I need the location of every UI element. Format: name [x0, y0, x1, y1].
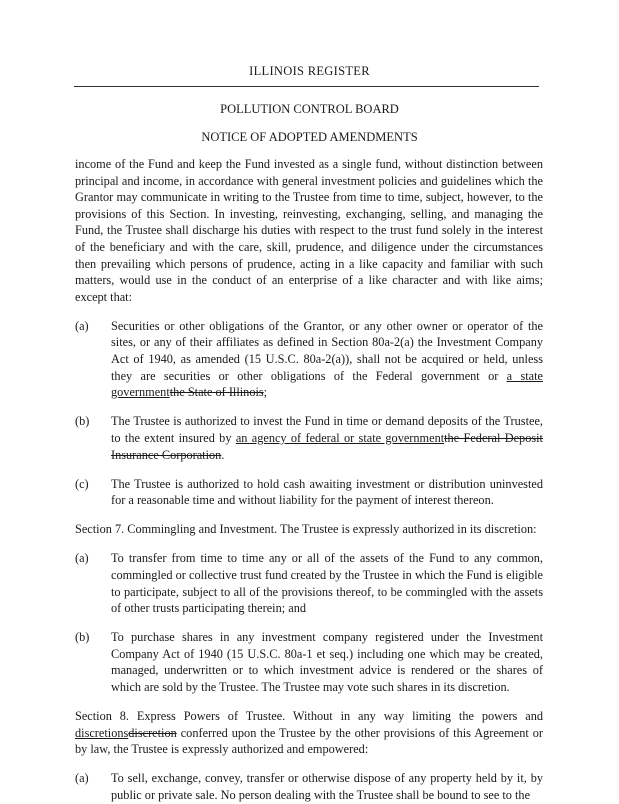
intro-paragraph: income of the Fund and keep the Fund invested as a single fund, without distinction between principal and income, in accordance with general investment policies and guidelines which the Grantor may communicate in writing to the Trustee from time to time, subject, however, to the provisions of this Section. In investing, reinvesting, exchanging, selling, and managing the Fund, the Trustee shall discharge his duties with respect to the trust fund solely in the interest of the beneficiary and with the care, skill, prudence, and diligence under the circumstances then prevailing which persons of prudence, acting in a like capacity and familiar with such matters, would use in the conduct of an enterprise of a like character and with like aims; except that:: [75, 157, 543, 304]
item-body: The Trustee is authorized to invest the Fund in time or demand deposits of the Trustee, to the extent insured by: [111, 414, 543, 445]
item-7a: [75, 550, 543, 616]
item-label: (c): [75, 476, 89, 491]
agency-title: POLLUTION CONTROL BOARD: [220, 102, 399, 116]
item-label: (a): [75, 551, 89, 566]
inserted-text: an agency of federal or state government: [235, 430, 445, 445]
item-label: (b): [75, 630, 90, 645]
item-label: (b): [75, 414, 90, 429]
item-text: To sell, exchange, convey, transfer or otherwise dispose of any property held by it, by public or private sale. No person dealing with the Trustee shall be bound to see to the: [111, 771, 543, 802]
item-8a: [75, 770, 543, 803]
section-8-rest: conferred upon the Trustee by the other provisions of this Agreement or by law, the Trustee is expressly authorized and empowered:: [75, 725, 543, 757]
item-7b: [75, 629, 543, 695]
deleted-text: the Federal Deposit Insurance Corporation: [111, 430, 543, 462]
section-8-paragraph: [75, 708, 543, 758]
deleted-text: discretion: [128, 725, 177, 740]
header-rule: [74, 86, 539, 87]
document-body: [75, 156, 543, 804]
item-6b: [75, 413, 543, 463]
item-6c: [75, 476, 543, 509]
deleted-text: the State of Illinois: [169, 385, 264, 400]
inserted-text: a state government: [111, 368, 543, 400]
item-text: To transfer from time to time any or all of the assets of the Fund to any common, commingled or collective trust fund created by the Trustee in which the Fund is eligible to participate, subject to all of the provisions thereof, to be commingled with the assets of other trusts participating therein; and: [111, 551, 543, 616]
register-title: ILLINOIS REGISTER: [249, 64, 370, 78]
section-7-heading: Section 7. Commingling and Investment. The Trustee is expressly authorized in its discretion:: [75, 522, 537, 537]
item-body: Securities or other obligations of the Grantor, or any other owner or operator of the sites, or any of their affiliates as defined in Section 80a-2(a) the Investment Company Act of 1940, as amended (15 U.S.C. 80a-2(a)), shall not be acquired or held, unless they are securities or other obligations of the Federal government or: [111, 318, 543, 383]
item-text: [111, 413, 543, 463]
item-tail: ;: [263, 385, 268, 400]
item-label: (a): [75, 318, 89, 333]
item-label: (a): [75, 771, 89, 786]
inserted-text: discretions: [75, 725, 129, 740]
item-text: [111, 318, 543, 401]
item-text: To purchase shares in any investment company registered under the Investment Company Act of 1940 (15 U.S.C. 80a-1 et seq.) including one which may be created, managed, underwritten or to which investment advice is rendered or the shares of which are sold by the Trustee. The Trustee may vote such shares in its discretion.: [111, 630, 543, 695]
notice-title: NOTICE OF ADOPTED AMENDMENTS: [201, 130, 418, 144]
item-text: The Trustee is authorized to hold cash awaiting investment or distribution uninvested for a reasonable time and without liability for the payment of interest thereon.: [111, 476, 543, 508]
item-6a: [75, 318, 543, 401]
section-8-lead: Section 8. Express Powers of Trustee. Without in any way limiting the powers and: [75, 709, 543, 724]
item-tail: .: [221, 447, 225, 462]
